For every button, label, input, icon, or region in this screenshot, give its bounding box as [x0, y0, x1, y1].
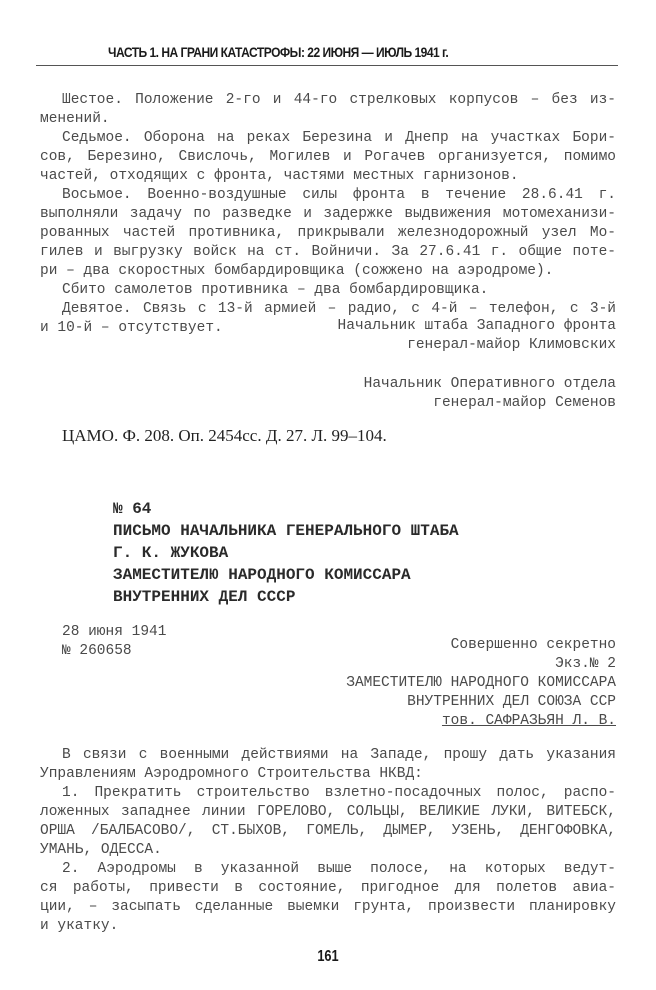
signature-2	[300, 375, 616, 413]
addressee-line: ВНУТРЕННИХ ДЕЛ СОЮЗА ССР	[407, 694, 616, 710]
text-line: ся работы, привести в состояние, пригодное для полетов авиа-	[40, 880, 616, 896]
addressee-block	[280, 636, 616, 731]
text-line: В связи с военными действиями на Западе, прошу дать указания	[62, 747, 616, 763]
heading-line: ПИСЬМО НАЧАЛЬНИКА ГЕНЕРАЛЬНОГО ШТАБА	[113, 522, 459, 540]
text-line: менений.	[40, 111, 110, 127]
signature-title: Начальник штаба Западного фронта	[337, 318, 616, 334]
text-line: ложенных западнее линии ГОРЕЛОВО, СОЛЬЦЫ, ВЕЛИКИЕ ЛУКИ, ВИТЕБСК,	[40, 804, 616, 820]
document-number: № 64	[113, 500, 152, 518]
text-line: и укатку.	[40, 918, 119, 934]
signature-name: генерал-майор Семенов	[433, 395, 616, 411]
text-line: Седьмое. Оборона на реках Березина и Днепр на участках Бори-	[62, 130, 616, 146]
text-line: рованных частей противника, прикрывали железнодорожный узел Мо-	[40, 225, 616, 241]
signature-title: Начальник Оперативного отдела	[363, 376, 616, 392]
text-line: Сбито самолетов противника – два бомбардировщика.	[62, 282, 489, 298]
text-line: Восьмое. Военно-воздушные силы фронта в течение 28.6.41 г.	[62, 187, 616, 203]
archive-reference: ЦАМО. Ф. 208. Оп. 2454сс. Д. 27. Л. 99–104.	[62, 426, 387, 445]
addressee-name: тов. САФРАЗЬЯН Л. В.	[441, 713, 616, 729]
text-line: ОРША /БАЛБАСОВО/, СТ.БЫХОВ, ГОМЕЛЬ, ДЫМЕР, УЗЕНЬ, ДЕНГОФОВКА,	[40, 823, 616, 839]
letter-body	[40, 746, 616, 936]
copy-number: Экз.№ 2	[555, 656, 616, 672]
text-line: выполняли задачу по разведке и задержке выдвижения мотомеханизи-	[40, 206, 616, 222]
heading-line: ЗАМЕСТИТЕЛЮ НАРОДНОГО КОМИССАРА	[113, 566, 411, 584]
text-line: Девятое. Связь с 13-й армией – радио, с 4-й – телефон, с 3-й	[62, 301, 616, 317]
text-line: Управлениям Аэродромного Строительства НКВД:	[40, 766, 423, 782]
text-line: ри – два скоростных бомбардировщика (сожжено на аэродроме).	[40, 263, 554, 279]
text-line: гилев и выгрузку войск на ст. Войничи. За 27.6.41 г. общие поте-	[40, 244, 616, 260]
heading-line: Г. К. ЖУКОВА	[113, 544, 229, 562]
document-heading	[113, 498, 459, 608]
addressee-line: ЗАМЕСТИТЕЛЮ НАРОДНОГО КОМИССАРА	[346, 675, 616, 691]
header-rule	[36, 65, 618, 66]
text-line: ции, – засыпать сделанные выемки грунта, произвести планировку	[40, 899, 616, 915]
date-block	[62, 623, 166, 661]
report-text	[40, 91, 616, 338]
text-line: УМАНЬ, ОДЕССА.	[40, 842, 162, 858]
text-line: 1. Прекратить строительство взлетно-посадочных полос, распо-	[62, 785, 616, 801]
text-line: сов, Березино, Свислочь, Могилев и Рогачев организуется, помимо	[40, 149, 616, 165]
text-line: частей, отходящих с фронта, частями местных гарнизонов.	[40, 168, 519, 184]
text-line: 2. Аэродромы в указанной выше полосе, на которых ведут-	[62, 861, 616, 877]
outgoing-number: № 260658	[62, 643, 132, 659]
document-date: 28 июня 1941	[62, 624, 167, 640]
text-line: Шестое. Положение 2-го и 44-го стрелковых корпусов – без из-	[62, 92, 616, 108]
running-header: ЧАСТЬ 1. НА ГРАНИ КАТАСТРОФЫ: 22 ИЮНЯ — ИЮЛЬ 1941 г.	[108, 44, 449, 60]
signature-1	[300, 317, 616, 355]
text-line: и 10-й – отсутствует.	[40, 320, 223, 336]
signature-name: генерал-майор Климовских	[407, 337, 616, 353]
heading-line: ВНУТРЕННИХ ДЕЛ СССР	[113, 588, 296, 606]
page-number: 161	[317, 948, 339, 965]
classification: Совершенно секретно	[450, 637, 616, 653]
